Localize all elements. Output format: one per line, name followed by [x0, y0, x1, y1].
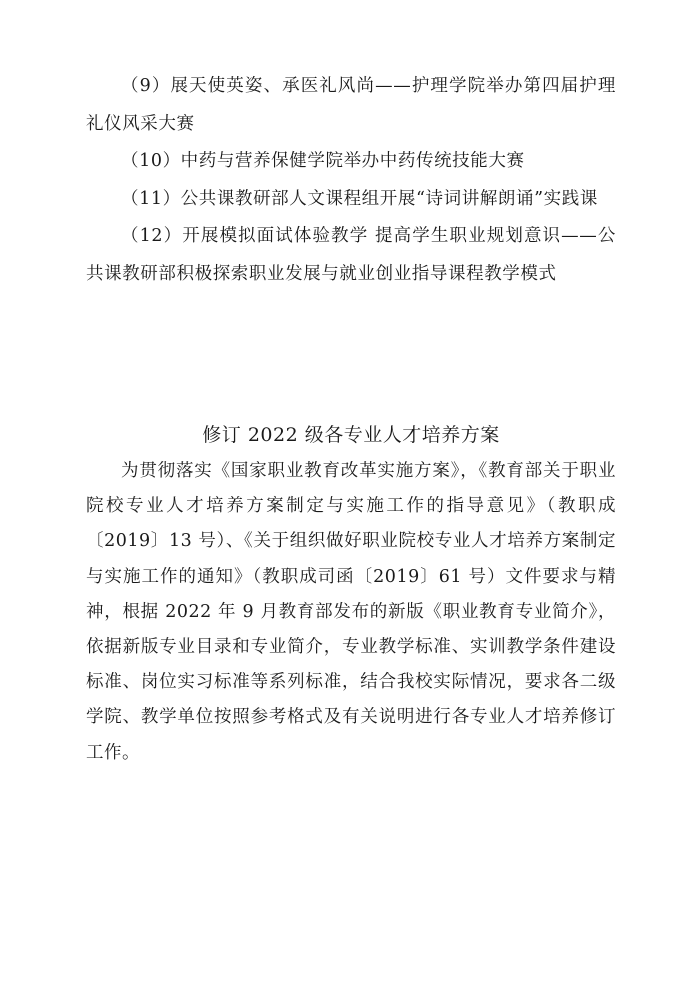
list-item: （12）开展模拟面试体验教学 提高学生职业规划意识——公共课教研部积极探索职业发展与就业创业指导课程教学模式	[86, 226, 616, 284]
list-item: （9）展天使英姿、承医礼风尚——护理学院举办第四届护理礼仪风采大赛	[86, 76, 616, 134]
section-title: 修订 2022 级各专业人才培养方案	[202, 424, 500, 446]
list-item: （10）中药与营养保健学院举办中药传统技能大赛	[121, 151, 525, 171]
activity-list	[86, 68, 616, 293]
section-paragraph: 为贯彻落实《国家职业教育改革实施方案》，《教育部关于职业院校专业人才培养方案制定与实施工作的指导意见》（教职成〔2019〕13 号）、《关于组织做好职业院校专业人才培养方案制定与实施工作的通知》（教职成司函〔2019〕61 号）文件要求与精神，根据 2022 年 9 月教育部发布的新版《职业教育专业简介》，依据新版专业目录和专业简介，专业教学标准、实训教学条件建设标准、岗位实习标准等系列标准，结合我校实际情况，要求各二级学院、教学单位按照参考格式及有关说明进行各专业人才培养修订工作。	[86, 461, 616, 763]
list-item: （11）公共课教研部人文课程组开展“诗词讲解朗诵”实践课	[121, 188, 598, 209]
